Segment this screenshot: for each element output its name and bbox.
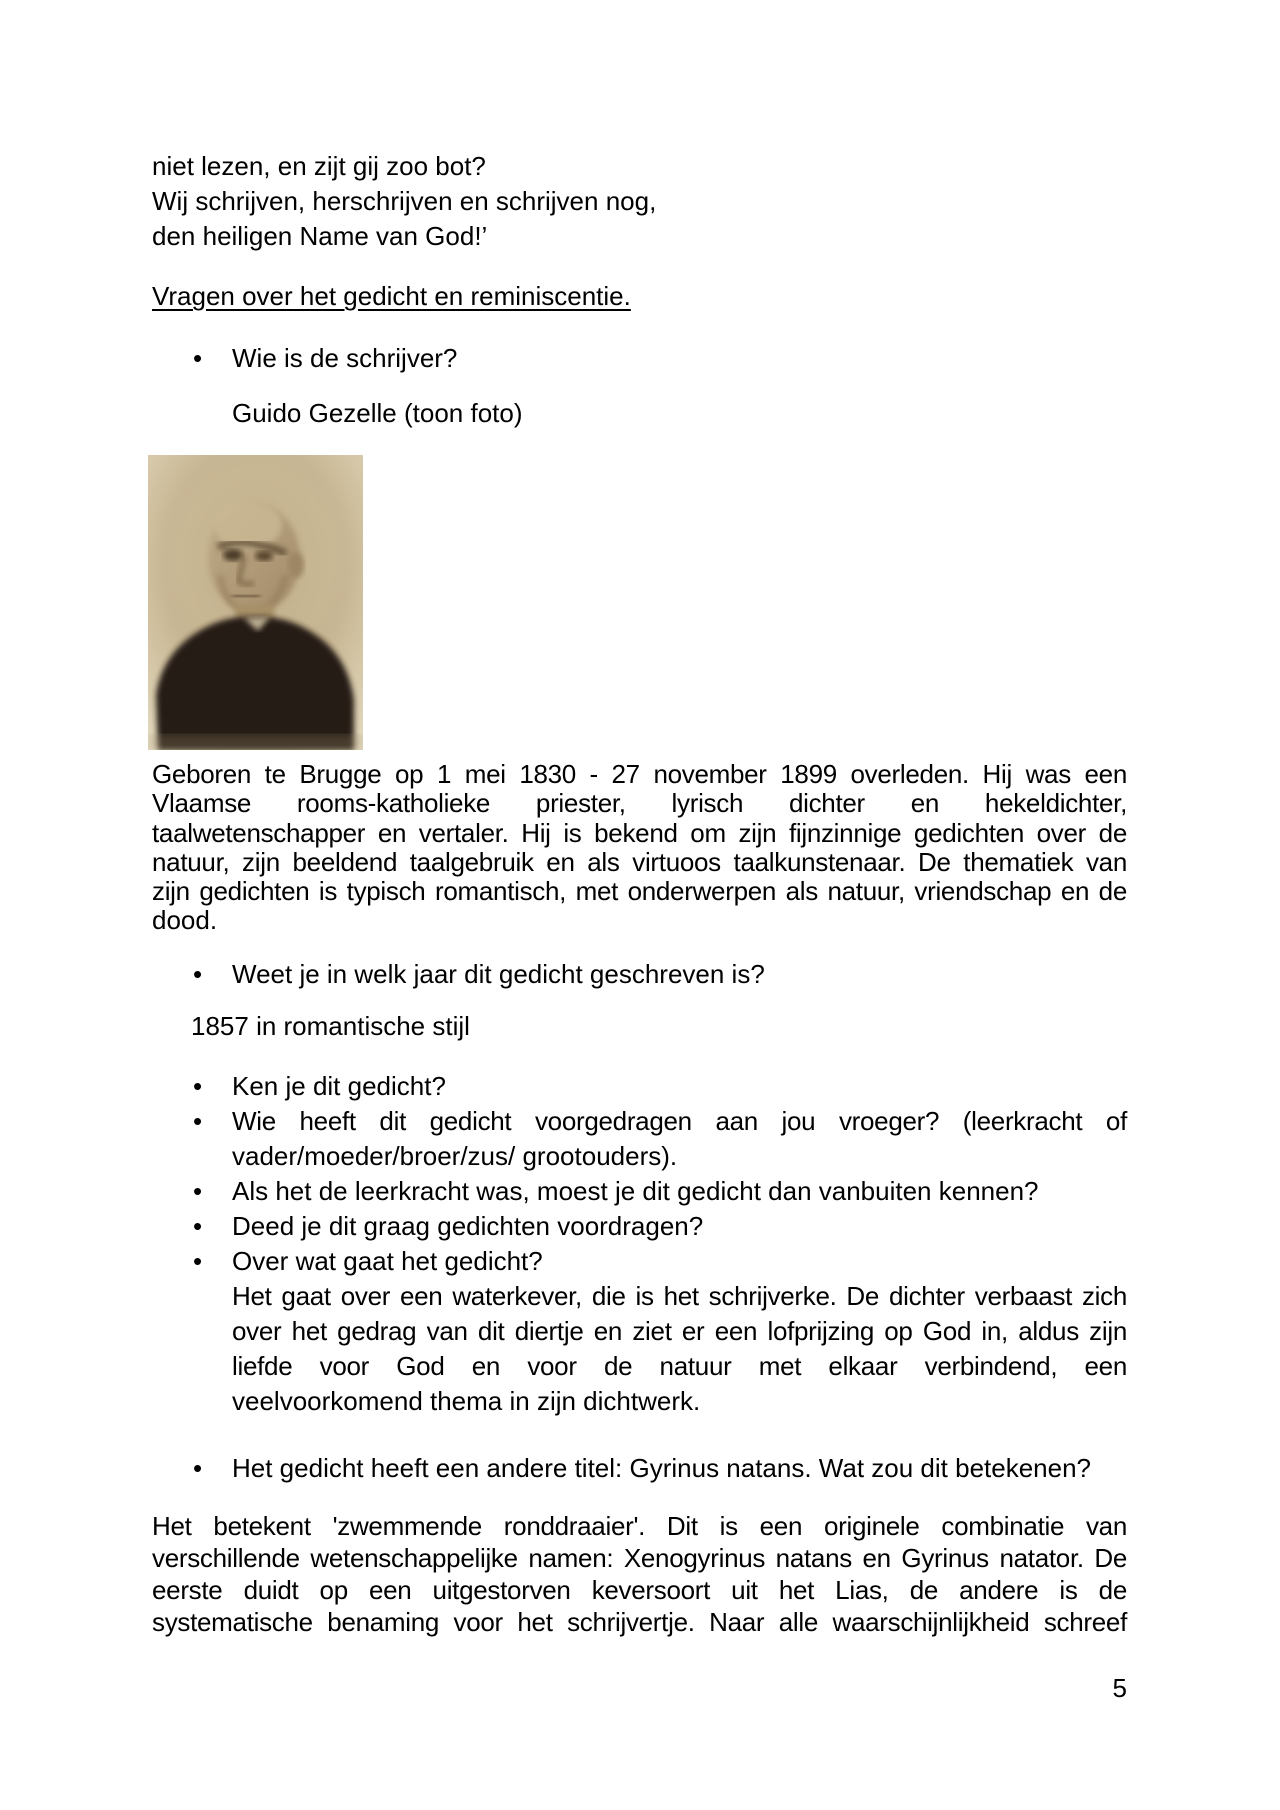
question-1-text: Wie is de schrijver? bbox=[232, 343, 458, 373]
list-item-text: Ken je dit gedicht? bbox=[232, 1071, 446, 1101]
poem-line: Wij schrijven, herschrijven en schrijven nog, bbox=[152, 186, 657, 216]
bullet-icon: • bbox=[193, 1071, 203, 1101]
right-eye bbox=[255, 551, 273, 561]
list-item-text: Als het de leerkracht was, moest je dit gedicht dan vanbuiten kennen? bbox=[232, 1176, 1039, 1206]
sub-answer-line: Het gaat over een waterkever, die is het schrijverke. De dichter verbaast zich bbox=[232, 1281, 1127, 1311]
guido-gezelle-portrait-photo bbox=[148, 455, 363, 750]
question-bullet-list bbox=[193, 1069, 1127, 1279]
poem-excerpt bbox=[152, 149, 656, 254]
ear-shape bbox=[288, 552, 304, 578]
bullet-icon: • bbox=[193, 1246, 203, 1276]
mouth-line bbox=[232, 595, 260, 597]
list-item bbox=[193, 1209, 1127, 1244]
biography-paragraph bbox=[152, 760, 1127, 936]
bio-line: zijn gedichten is typisch romantisch, met onderwerpen als natuur, vriendschap en de bbox=[152, 876, 1127, 907]
sub-answer-line: veelvoorkomend thema in zijn dichtwerk. bbox=[232, 1386, 701, 1416]
bullet-icon: • bbox=[193, 1106, 203, 1136]
bio-line: dood. bbox=[152, 905, 218, 936]
list-item bbox=[193, 1069, 1127, 1104]
section-heading-text: Vragen over het gedicht en reminiscentie. bbox=[152, 281, 631, 311]
sub-answer-line: over het gedrag van dit diertje en ziet er een lofprijzing op God in, aldus zijn bbox=[232, 1316, 1127, 1346]
page-number: 5 bbox=[1112, 1673, 1127, 1703]
list-item bbox=[193, 1104, 1127, 1174]
poem-line: niet lezen, en zijt gij zoo bot? bbox=[152, 151, 486, 181]
left-eye bbox=[223, 549, 243, 561]
bullet-icon: • bbox=[193, 1211, 203, 1241]
question-2-text: Weet je in welk jaar dit gedicht geschreven is? bbox=[232, 959, 765, 989]
bio-line: natuur, zijn beeldend taalgebruik en als virtuoos taalkunstenaar. De thematiek van bbox=[152, 846, 1127, 877]
answer-1-text: Guido Gezelle (toon foto) bbox=[232, 398, 523, 428]
bio-line: Geboren te Brugge op 1 mei 1830 - 27 november 1899 overleden. Hij was een bbox=[152, 759, 1127, 789]
bio-line: taalwetenschapper en vertaler. Hij is bekend om zijn fijnzinnige gedichten over de bbox=[152, 817, 1127, 848]
poem-subject-answer-paragraph bbox=[232, 1279, 1127, 1419]
photo-bottom-fade bbox=[148, 735, 363, 750]
sub-answer-line: liefde voor God en voor de natuur met elkaar verbindend, een bbox=[232, 1351, 1127, 1381]
answer-2-text: 1857 in romantische stijl bbox=[191, 1011, 470, 1041]
bio-line: Vlaamse rooms-katholieke priester, lyrisch dichter en hekeldichter, bbox=[152, 788, 1127, 819]
title-explanation-paragraph bbox=[152, 1510, 1127, 1638]
question-item-1 bbox=[193, 343, 1127, 373]
bullet-icon: • bbox=[193, 959, 203, 989]
final-line: Het betekent 'zwemmende ronddraaier'. Dit is een originele combinatie van bbox=[152, 1511, 1127, 1541]
final-line: systematische benaming voor het schrijvertje. Naar alle waarschijnlijkheid schreef bbox=[152, 1607, 1127, 1637]
final-line: eerste duidt op een uitgestorven keversoort uit het Lias, de andere is de bbox=[152, 1575, 1127, 1605]
list-item-text bbox=[232, 1104, 1127, 1174]
bullet-icon: • bbox=[193, 1176, 203, 1206]
list-item bbox=[193, 1174, 1127, 1209]
list-item bbox=[193, 1244, 1127, 1279]
question-item-2 bbox=[193, 959, 1127, 989]
bullet-icon: • bbox=[193, 1453, 203, 1483]
list-item-text: Deed je dit graag gedichten voordragen? bbox=[232, 1211, 704, 1241]
list-item-text: Over wat gaat het gedicht? bbox=[232, 1246, 543, 1276]
poem-line: den heiligen Name van God!’ bbox=[152, 221, 488, 251]
portrait-photo-drawing bbox=[148, 455, 363, 750]
final-line: verschillende wetenschappelijke namen: Xenogyrinus natans en Gyrinus natator. De bbox=[152, 1543, 1127, 1573]
bullet-icon: • bbox=[193, 343, 203, 373]
section-heading bbox=[152, 281, 631, 311]
question-3-text: Het gedicht heeft een andere titel: Gyrinus natans. Wat zou dit betekenen? bbox=[232, 1453, 1092, 1483]
list-item-line: Wie heeft dit gedicht voorgedragen aan jou vroeger? (leerkracht of bbox=[232, 1106, 1127, 1136]
list-item-line: vader/moeder/broer/zus/ grootouders). bbox=[232, 1141, 678, 1171]
question-item-3 bbox=[193, 1453, 1127, 1483]
